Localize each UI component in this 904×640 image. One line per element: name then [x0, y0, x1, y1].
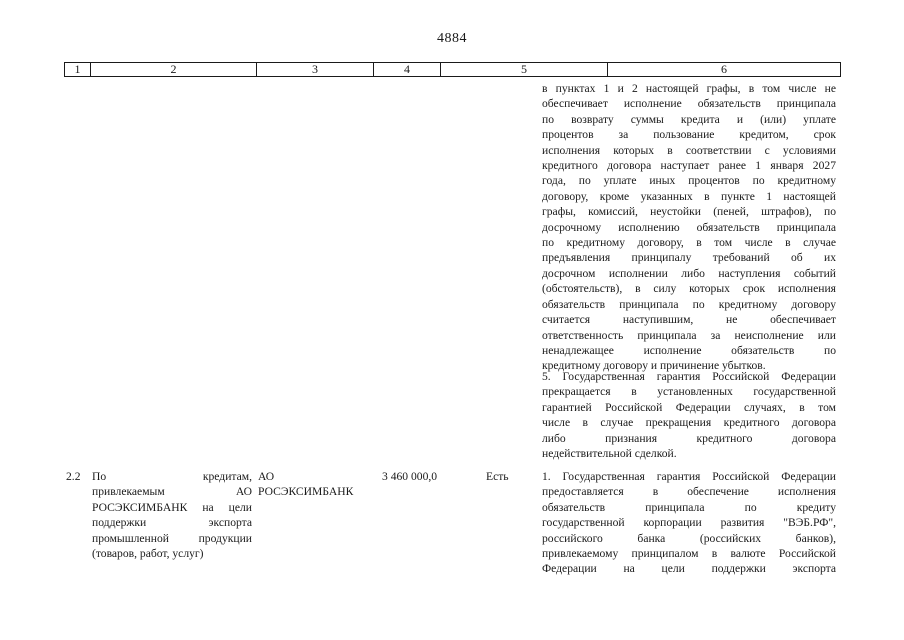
continued-conditions-line: исполнения которых в соответствии с условиями — [542, 143, 836, 157]
column-number-header-row — [64, 62, 841, 77]
guarantee-conditions-line: государственной корпорации развития "ВЭБ.РФ", — [542, 516, 836, 530]
guarantee-conditions-line: обязательств принципала по кредиту — [542, 500, 836, 514]
credit-purpose-line: (товаров, работ, услуг) — [92, 547, 204, 561]
row-2-2-amount: 3 460 000,0 — [382, 470, 438, 483]
continued-conditions-line: договору, кроме указанных в пункте 1 настоящей — [542, 189, 836, 203]
paragraph-5-line: 5. Государственная гарантия Российской Федерации — [542, 370, 836, 383]
continued-conditions-line: по возврату суммы кредита и (или) уплате — [542, 112, 836, 126]
continued-conditions-line: процентов за пользование кредитом, срок — [542, 128, 836, 142]
column-number-3: 3 — [257, 63, 374, 77]
principal-name-line: АО — [258, 470, 275, 483]
column-number-2: 2 — [91, 63, 257, 77]
paragraph-5-line: прекращается в установленных государственной — [542, 385, 836, 399]
guarantee-conditions-line: российского банка (российских банков), — [542, 531, 836, 545]
principal-name-line: РОСЭКСИМБАНК — [258, 485, 354, 499]
column-number-1: 1 — [65, 63, 91, 77]
column-number-4: 4 — [374, 63, 441, 77]
credit-purpose-line: По кредитам, — [92, 470, 252, 483]
continued-conditions-line: (обстоятельств), в силу которых срок исполнения — [542, 282, 836, 296]
continued-conditions-line: по кредитному договору, в том числе в случае — [542, 236, 836, 250]
row-2-2-number: 2.2 — [66, 470, 81, 483]
credit-purpose-line: привлекаемым АО — [92, 485, 252, 499]
row-2-2-guarantee-conditions — [542, 469, 836, 577]
column-number-6: 6 — [608, 63, 841, 77]
guarantee-conditions-line: 1. Государственная гарантия Российской Федерации — [542, 470, 836, 483]
paragraph-5-line: числе в случае прекращения кредитного договора — [542, 416, 836, 430]
credit-purpose-line: поддержки экспорта — [92, 516, 252, 530]
continued-conditions-line: досрочном исполнении либо наступления событий — [542, 266, 836, 280]
continued-conditions-line: ненадлежащее исполнение обязательств по — [542, 343, 836, 357]
paragraph-5-line: недействительной сделкой. — [542, 447, 677, 461]
continued-conditions-line: графы, комиссий, неустойки (пеней, штрафов), по — [542, 205, 836, 219]
paragraph-5-line: либо признания кредитного договора — [542, 431, 836, 445]
continued-conditions-line: досрочному исполнению обязательств принципала — [542, 220, 836, 234]
page-number: 4884 — [437, 31, 467, 46]
continued-conditions-line: в пунктах 1 и 2 настоящей графы, в том числе не — [542, 82, 836, 95]
credit-purpose-line: промышленной продукции — [92, 531, 252, 545]
credit-purpose-line: РОСЭКСИМБАНК на цели — [92, 500, 252, 514]
row-2-2-availability: Есть — [486, 470, 509, 483]
row-2-2-principal-name — [258, 469, 370, 500]
row-2-2-credit-purpose — [92, 469, 252, 561]
paragraph-5-line: гарантией Российской Федерации случаях, в том — [542, 400, 836, 414]
guarantee-conditions-line: Федерации на цели поддержки экспорта — [542, 562, 836, 576]
continued-conditions-line: предъявления принципалу требований об их — [542, 251, 836, 265]
continued-conditions-line: ответственность принципала за неисполнение или — [542, 328, 836, 342]
guarantee-conditions-line: предоставляется в обеспечение исполнения — [542, 485, 836, 499]
continued-conditions-line: кредитному договору и причинение убытков. — [542, 359, 766, 373]
continued-conditions-line: года, по уплате иных процентов по кредитному — [542, 174, 836, 188]
paragraph-5-guarantee-termination — [542, 369, 836, 461]
continued-conditions-line: считается наступившим, не обеспечивает — [542, 313, 836, 327]
continued-conditions-line: обеспечивает исполнение обязательств принципала — [542, 97, 836, 111]
guarantee-conditions-line: привлекаемому принципалом в валюте Российской — [542, 547, 836, 561]
continued-conditions-text — [542, 81, 836, 374]
continued-conditions-line: обязательств принципала по кредитному договору — [542, 297, 836, 311]
column-number-5: 5 — [441, 63, 608, 77]
continued-conditions-line: кредитного договора наступает ранее 1 января 2027 — [542, 159, 836, 173]
